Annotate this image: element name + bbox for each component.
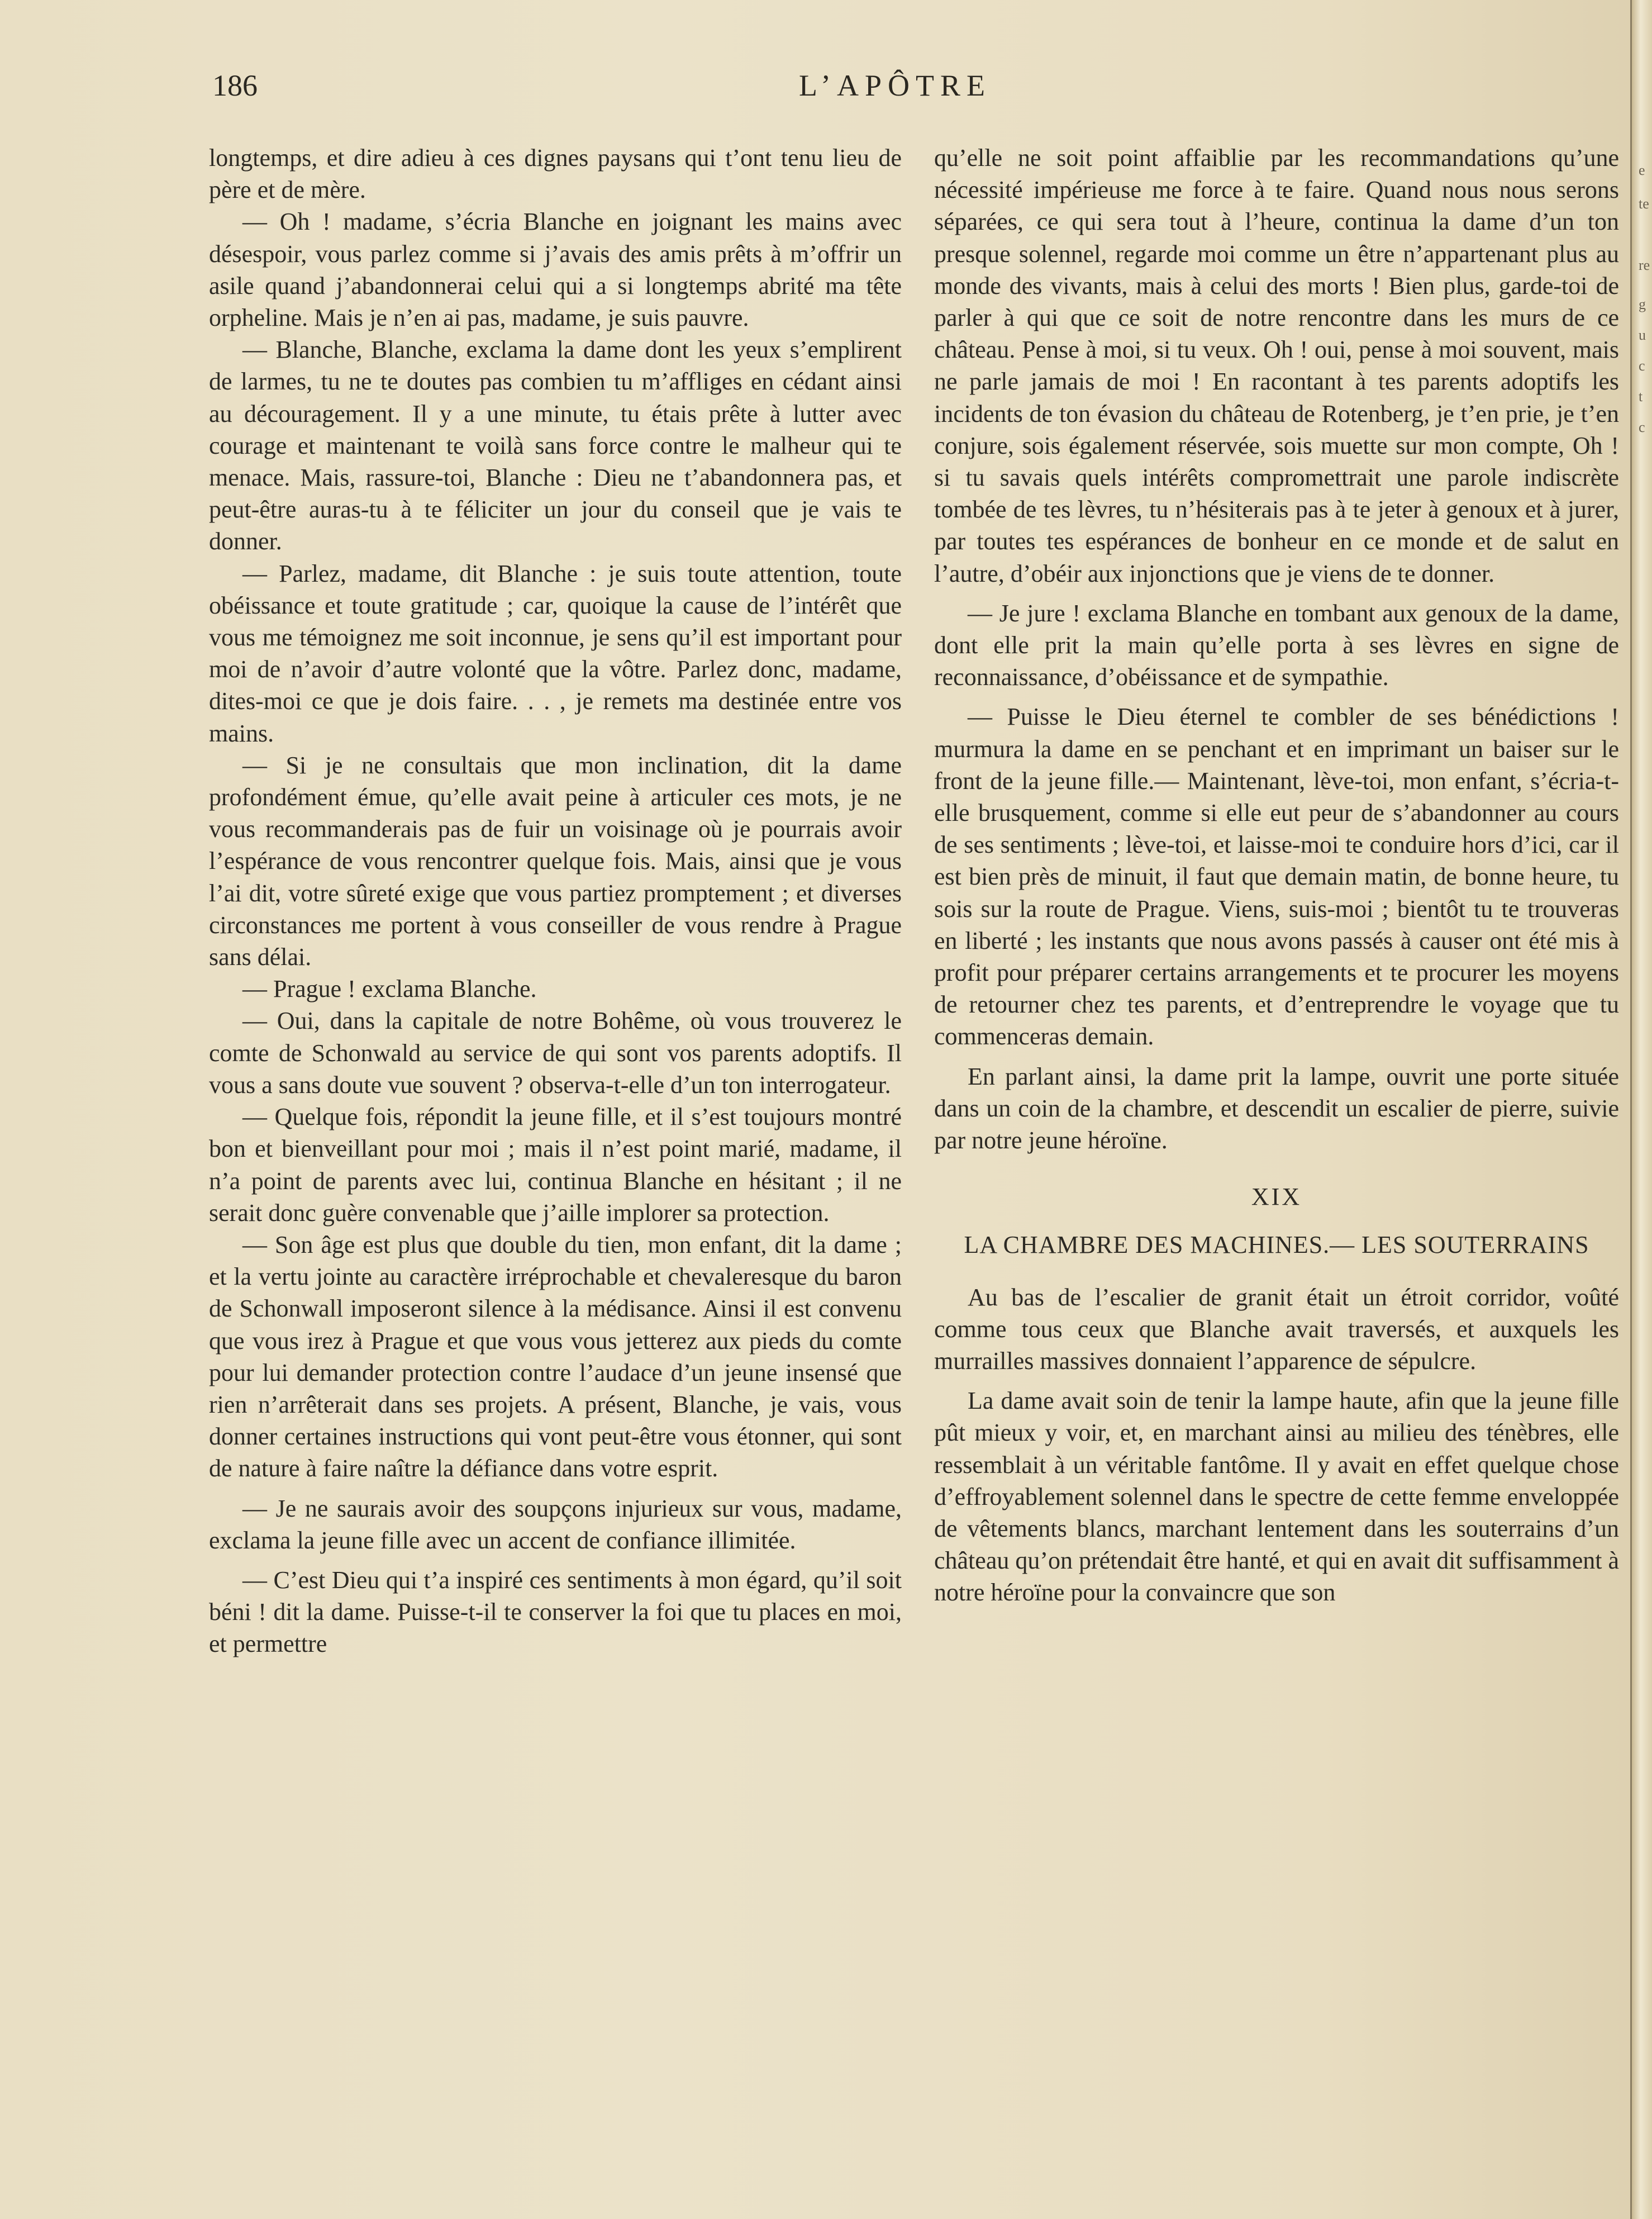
adjacent-page-edge [1630,0,1652,2219]
edge-fragment: u [1639,327,1646,343]
right-column [934,142,1619,1609]
chapter-title: LA CHAMBRE DES MACHINES.— LES SOUTERRAINS [964,1230,1589,1258]
edge-fragment: re [1639,257,1650,273]
paragraph: — Puisse le Dieu éternel te combler de ses bénédictions ! murmura la dame en se penchant et en imprimant un baiser sur le front de la jeune fille.— Maintenant, lève-toi, mon enfant, s’écria-t-elle brusquement, comme si elle eut peur de s’abandonner au cours de ses sentiments ; lève-toi, et laisse-moi te conduire hors d’ici, car il est bien près de minuit, il faut que demain matin, de bonne heure, tu sois sur la route de Prague. Viens, suis-moi ; bientôt tu te trouveras en liberté ; les instants que nous avons passés à causer ont été mis à profit pour préparer certains arrangements et te procurer les moyens de retourner chez tes parents, et d’entreprendre le voyage que tu commenceras demain. [934,703,1619,1051]
edge-fragment: e [1639,162,1645,178]
paragraph: — Oh ! madame, s’écria Blanche en joignant les mains avec désespoir, vous parlez comme si j’avais des amis prêts à m’offrir un asile quand j’abandonnerai celui qui a si longtemps abrité ma tête orpheline. Mais je n’en ai pas, madame, je suis pauvre. [209,208,902,332]
paragraph: — Quelque fois, répondit la jeune fille, et il s’est toujours montré bon et bienveillant pour moi ; mais il n’est point marié, madame, il n’a point de parents avec lui, continua Blanche en hésitant ; il ne serait donc guère convenable que j’aille implorer sa protection. [209,1103,902,1227]
paragraph: Au bas de l’escalier de granit était un étroit corridor, voûté comme tous ceux que Blanche avait traversés, et auxquels les murrailles massives donnaient l’apparence de sépulcre. [934,1283,1619,1375]
paragraph: longtemps, et dire adieu à ces dignes paysans qui t’ont tenu lieu de père et de mère. [209,144,902,204]
edge-fragment: te [1639,196,1649,212]
paragraph: — Je ne saurais avoir des soupçons injurieux sur vous, madame, exclama la jeune fille avec un accent de confiance illimitée. [209,1494,902,1554]
paragraph: — Prague ! exclama Blanche. [242,975,537,1003]
edge-fragment: g [1639,296,1646,312]
paragraph: — Parlez, madame, dit Blanche : je suis toute attention, toute obéissance et toute gratitude ; car, quoique la cause de l’intérêt que vous me témoignez me soit inconnue, je sens qu’il est important pour moi de n’avoir d’autre volonté que la vôtre. Parlez donc, madame, dites-moi ce que je dois faire. . . , je remets ma destinée entre vos mains. [209,559,902,747]
paragraph: qu’elle ne soit point affaiblie par les recommandations qu’une nécessité impérieuse me force à te faire. Quand nous nous serons séparées, ce qui sera tout à l’heure, continua la dame d’un ton presque solennel, regarde moi comme un être n’appartenant plus au monde des vivants, mais à celui des morts ! Bien plus, garde-toi de parler à qui que ce soit de notre rencontre dans les murs de ce château. Pense à moi, si tu veux. Oh ! oui, pense à moi souvent, mais ne parle jamais de moi ! En racontant à tes parents adoptifs les incidents de ton évasion du château de Rotenberg, je t’en prie, je t’en conjure, sois également réservée, sois muette sur mon compte, Oh ! si tu savais quels intérêts compromettrait une parole indiscrète tombée de tes lèvres, tu n’hésiterais pas à te jeter à genoux et à jurer, par toutes tes espérances de bonheur en ce monde et de salut en l’autre, d’obéir aux injonctions que je viens de te donner. [934,144,1619,587]
page-header [212,68,1620,113]
paragraph: — Blanche, Blanche, exclama la dame dont les yeux s’emplirent de larmes, tu ne te doutes pas combien tu m’affliges en cédant ainsi au découragement. Il y a une minute, tu étais prête à lutter avec courage et maintenant te voilà sans force contre le malheur qui te menace. Mais, rassure-toi, Blanche : Dieu ne t’abandonnera pas, et peut-être auras-tu à te féliciter un jour du conseil que je vais te donner. [209,336,902,555]
paragraph: — Son âge est plus que double du tien, mon enfant, dit la dame ; et la vertu jointe au caractère irréprochable et chevaleresque du baron de Schonwall imposeront silence à la médisance. Ainsi il est convenu que vous irez à Prague et que vous vous jetterez aux pieds du comte pour lui demander protection contre l’audace d’un jeune insensé que rien n’arrêterait dans ses projets. A présent, Blanche, je vais, vous donner certaines instructions qui vont peut-être vous étonner, qui sont de nature à faire naître la défiance dans votre esprit. [209,1230,902,1482]
paragraph: — Si je ne consultais que mon inclination, dit la dame profondément émue, qu’elle avait peine à articuler ces mots, je ne vous recommanderais pas de fuir un voisinage où je pourrais avoir l’espérance de vous rencontrer quelque fois. Mais, ainsi que je vous l’ai dit, votre sûreté exige que vous partiez promptement ; et diverses circonstances me portent à vous conseiller de vous rendre à Prague sans délai. [209,751,902,971]
paragraph: En parlant ainsi, la dame prit la lampe, ouvrit une porte située dans un coin de la chambre, et descendit un escalier de pierre, suivie par notre jeune héroïne. [934,1062,1619,1154]
paragraph: — C’est Dieu qui t’a inspiré ces sentiments à mon égard, qu’il soit béni ! dit la dame. Puisse-t-il te conserver la foi que tu places en moi, et permettre [209,1566,902,1658]
paragraph: La dame avait soin de tenir la lampe haute, afin que la jeune fille pût mieux y voir, et, en marchant ainsi au milieu des ténèbres, elle ressemblait à un véritable fantôme. Il y avait en effet quelque chose d’effroyablement solennel dans le spectre de cette femme enveloppée de vêtements blancs, marchant lentement dans les souterrains d’un château qu’on prétendait être hanté, et qui en avait dit suffisamment à notre héroïne pour la convaincre que son [934,1387,1619,1607]
edge-fragment: c [1639,419,1645,435]
edge-fragment: c [1639,358,1645,374]
edge-fragment: t [1639,388,1643,405]
paragraph: — Oui, dans la capitale de notre Bohême, où vous trouverez le comte de Schonwald au service de qui sont vos parents adoptifs. Il vous a sans doute vue souvent ? observa-t-elle d’un ton interrogateur. [209,1007,902,1099]
running-title: L’APÔTRE [799,69,992,102]
paragraph: — Je jure ! exclama Blanche en tombant aux genoux de la dame, dont elle prit la main qu’elle porta à ses lèvres en signe de reconnaissance, d’obéissance et de sympathie. [934,599,1619,691]
chapter-number: XIX [1251,1183,1302,1211]
page-number: 186 [212,69,258,102]
left-column [209,142,902,1660]
